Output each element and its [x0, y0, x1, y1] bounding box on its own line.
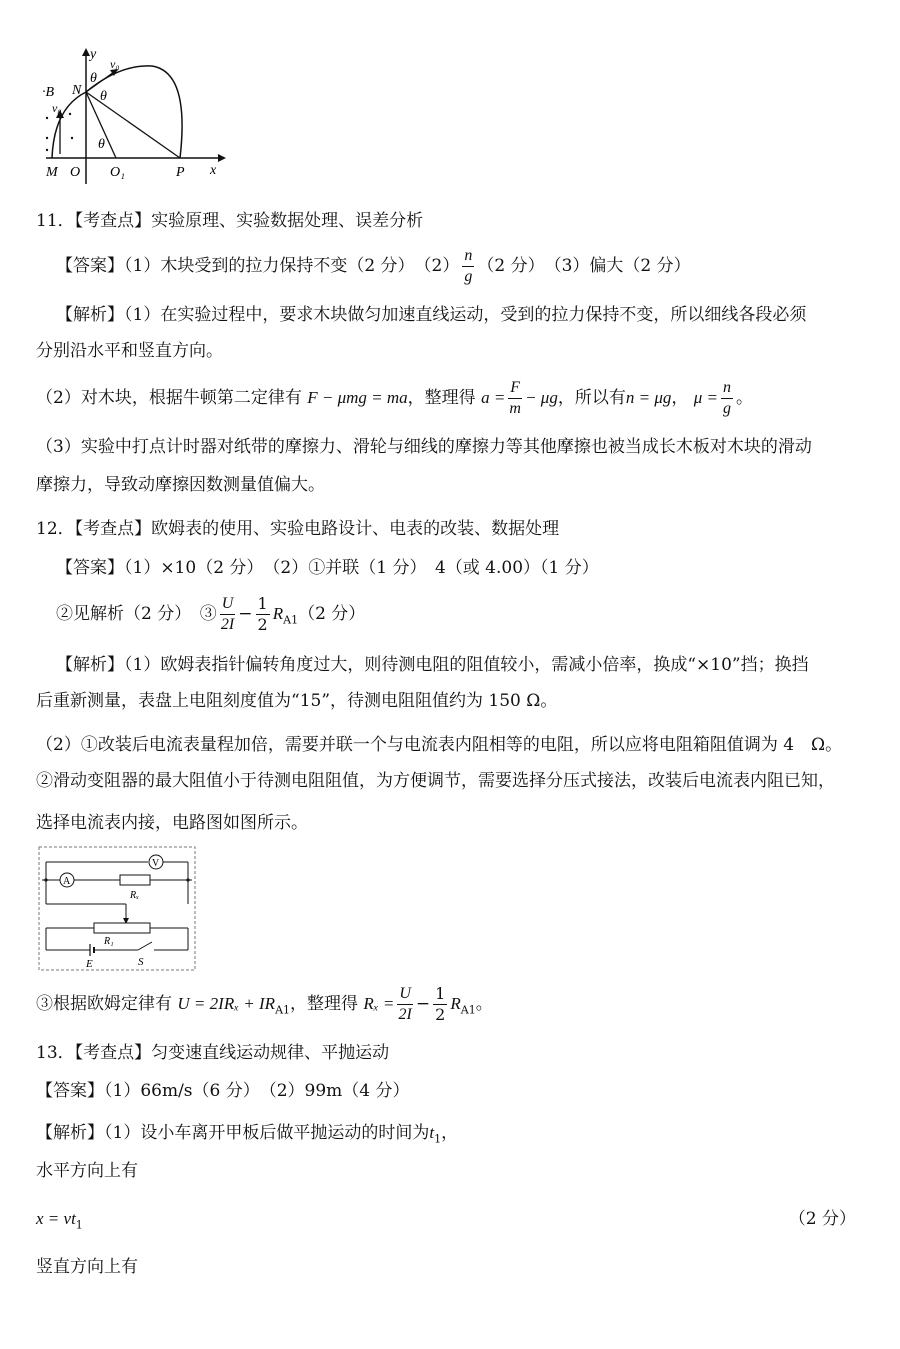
q12-analysis-1b: 后重新测量，表盘上电阻刻度值为“15”，待测电阻阻值约为 150 Ω。 [36, 691, 558, 711]
rx-label: Rₓ [130, 890, 139, 901]
q11-header: 11．【考查点】实验原理、实验数据处理、误差分析 [36, 211, 424, 231]
label-B: ·B [42, 85, 55, 100]
q12-equation-ohm: U = 2IRₓ + IR [177, 994, 276, 1013]
q12-analysis-3b: 选择电流表内接，电路图如图所示。 [36, 813, 308, 833]
circuit-diagram [38, 846, 196, 971]
q11-answer-prefix: 【答案】（1）木块受到的拉力保持不变（2 分） （2） [56, 256, 460, 276]
label-N: N [72, 83, 82, 98]
q12-analysis-3a: ②滑动变阻器的最大阻值小于待测电阻阻值，为方便调节，需要选择分压式接法，改装后电流表内阻已知， [36, 771, 835, 791]
r1-label: R₁ [104, 936, 114, 947]
label-x: x [210, 163, 217, 178]
q11-analysis-1a: 【解析】（1）在实验过程中，要求木块做匀加速直线运动，受到的拉力保持不变，所以细线各段必须 [56, 305, 807, 325]
q11-analysis-2: （2）对木块，根据牛顿第二定律有 F − μmg = ma，整理得 a = $\frac{F}{m}$ − μg，所以有n = μg， μ = $\frac{n}{g}$ 。 [36, 379, 754, 417]
label-P: P [176, 165, 185, 180]
label-theta-2: θ [100, 89, 107, 104]
q11-analysis-1b: 分别沿水平和竖直方向。 [36, 341, 223, 361]
label-M: M [46, 165, 58, 180]
label-v0-top: v₀ [110, 57, 120, 71]
q11-answer-fraction: $\frac{n}{g}$ [464, 247, 473, 285]
trajectory-figure [40, 42, 230, 188]
q13-answer: 【答案】（1）66m/s（6 分） （2）99m（4 分） [36, 1081, 410, 1101]
q13-horizontal: 水平方向上有 [36, 1161, 138, 1181]
q12-analysis-1a: 【解析】（1）欧姆表指针偏转角度过大，则待测电阻的阻值较小，需减小倍率，换成“×10”挡；换挡 [56, 655, 809, 675]
q12-answer-1: 【答案】（1）×10（2 分） （2）①并联（1 分） 4（或 4.00）（1 分） [56, 558, 599, 578]
q12-answer-fraction-1-2: $\frac{1}{2}$ [257, 594, 268, 634]
q13-analysis-1: 【解析】（1）设小车离开甲板后做平抛运动的时间为$t_1$， [36, 1123, 459, 1146]
label-theta-3: θ [98, 137, 105, 152]
q12-answer-fraction-U-2I: $\frac{U}{2I}$ [220, 595, 235, 633]
q12-answer-2: ②见解析（2 分） ③ $\frac{U}{2I}$ − $\frac{1}{2}$ $R_{A1}(2$ 分） [56, 594, 366, 634]
q11-analysis-3b: 摩擦力，导致动摩擦因数测量值偏大。 [36, 475, 325, 495]
q11-analysis-3a: （3）实验中打点计时器对纸带的摩擦力、滑轮与细线的摩擦力等其他摩擦也被当成长木板对木块的滑动 [36, 437, 812, 457]
q13-vertical: 竖直方向上有 [36, 1257, 138, 1277]
battery-label: E [86, 958, 93, 970]
q13-equation-x: $x = vt_1$ [36, 1209, 83, 1232]
q13-equation-x-score: （2 分） [788, 1209, 856, 1229]
q11-answer [56, 246, 691, 287]
q11-equation-newton: F − μmg = ma [307, 388, 408, 407]
label-v0-left: v₀ [52, 101, 62, 115]
q12-fraction-1-2: $\frac{1}{2}$ [435, 984, 446, 1024]
voltmeter-label: V [152, 858, 160, 869]
switch-label: S [138, 956, 144, 968]
q12-analysis-4: ③根据欧姆定律有 $U = 2IR_x + IR_{A1}$，整理得 Rₓ = $\frac{U}{2I}$ − $\frac{1}{2}$ $R_{A1}$。 [36, 984, 493, 1024]
label-O1: O₁ [110, 165, 125, 180]
q13-header: 13．【考查点】匀变速直线运动规律、平抛运动 [36, 1043, 390, 1063]
q11-fraction-F-m: $\frac{F}{m}$ [509, 379, 521, 417]
q11-equation-n: n = μg [625, 388, 672, 407]
label-y: y [90, 47, 97, 62]
label-O: O [70, 165, 81, 180]
q11-answer-suffix: （2 分） （3）偏大（2 分） [477, 256, 691, 276]
q12-fraction-U-2I: $\frac{U}{2I}$ [398, 985, 412, 1023]
q12-analysis-2: （2）①改装后电流表量程加倍，需要并联一个与电流表内阻相等的电阻，所以应将电阻箱阻值调为 4 Ω。 [36, 735, 843, 755]
q11-fraction-n-g: $\frac{n}{g}$ [723, 379, 732, 417]
ammeter-label: A [63, 876, 71, 887]
label-theta-1: θ [90, 71, 97, 86]
q12-header: 12．【考查点】欧姆表的使用、实验电路设计、电表的改装、数据处理 [36, 519, 560, 539]
